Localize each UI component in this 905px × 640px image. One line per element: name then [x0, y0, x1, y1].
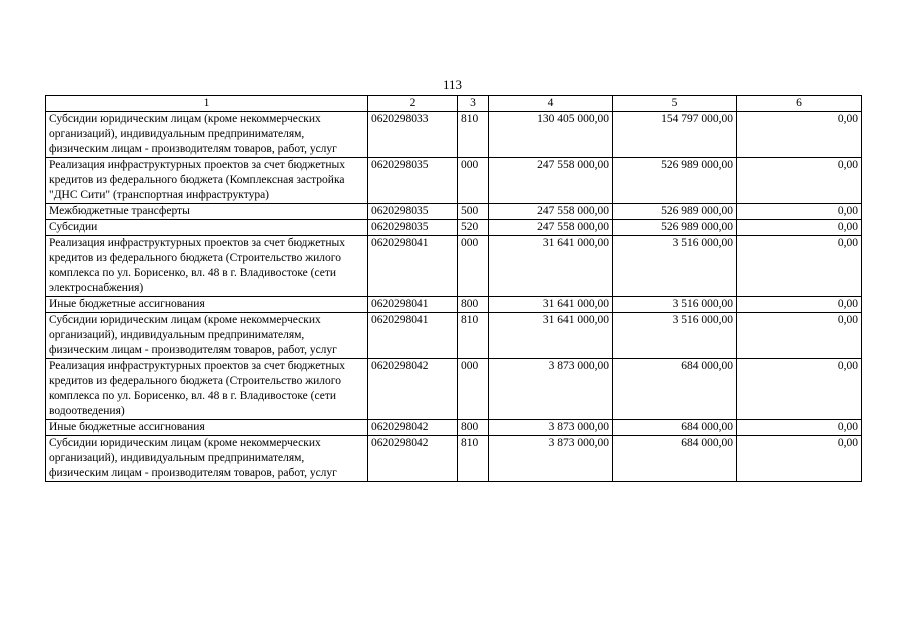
- row-code-cell: 0620298041: [368, 236, 458, 297]
- row-code-cell: 0620298042: [368, 436, 458, 482]
- row-type-cell: 500: [458, 204, 489, 220]
- row-code-cell: 0620298042: [368, 420, 458, 436]
- row-name-cell: Иные бюджетные ассигнования: [46, 297, 368, 313]
- row-value-col4: 3 873 000,00: [489, 436, 613, 482]
- row-type-cell: 000: [458, 359, 489, 420]
- row-name-cell: Межбюджетные трансферты: [46, 204, 368, 220]
- row-code-cell: 0620298035: [368, 158, 458, 204]
- row-type-cell: 800: [458, 420, 489, 436]
- row-value-col5: 154 797 000,00: [613, 112, 737, 158]
- table-row: [46, 236, 862, 297]
- row-value-col6: 0,00: [737, 158, 862, 204]
- row-name-cell: Иные бюджетные ассигнования: [46, 420, 368, 436]
- column-header: 6: [737, 96, 862, 112]
- table-header-row: [46, 96, 862, 112]
- row-value-col6: 0,00: [737, 359, 862, 420]
- row-value-col6: 0,00: [737, 112, 862, 158]
- table-row: [46, 204, 862, 220]
- table-row: [46, 112, 862, 158]
- row-type-cell: 810: [458, 112, 489, 158]
- row-value-col4: 3 873 000,00: [489, 359, 613, 420]
- row-type-cell: 000: [458, 236, 489, 297]
- column-header: 3: [458, 96, 489, 112]
- row-value-col6: 0,00: [737, 236, 862, 297]
- row-value-col5: 3 516 000,00: [613, 313, 737, 359]
- column-header: 5: [613, 96, 737, 112]
- row-value-col5: 3 516 000,00: [613, 236, 737, 297]
- row-code-cell: 0620298035: [368, 204, 458, 220]
- row-value-col4: 247 558 000,00: [489, 204, 613, 220]
- row-value-col6: 0,00: [737, 204, 862, 220]
- row-value-col5: 3 516 000,00: [613, 297, 737, 313]
- row-code-cell: 0620298042: [368, 359, 458, 420]
- page-number: 113: [442, 77, 463, 92]
- row-type-cell: 800: [458, 297, 489, 313]
- column-header: 1: [46, 96, 368, 112]
- table-body: [46, 112, 862, 482]
- row-name-cell: Субсидии: [46, 220, 368, 236]
- table-row: [46, 359, 862, 420]
- table-row: [46, 158, 862, 204]
- table-row: [46, 297, 862, 313]
- row-value-col6: 0,00: [737, 420, 862, 436]
- row-value-col5: 684 000,00: [613, 359, 737, 420]
- row-type-cell: 810: [458, 313, 489, 359]
- row-value-col6: 0,00: [737, 436, 862, 482]
- row-value-col4: 3 873 000,00: [489, 420, 613, 436]
- table-row: [46, 220, 862, 236]
- row-value-col4: 31 641 000,00: [489, 297, 613, 313]
- row-code-cell: 0620298041: [368, 313, 458, 359]
- row-value-col5: 684 000,00: [613, 420, 737, 436]
- row-type-cell: 520: [458, 220, 489, 236]
- row-type-cell: 810: [458, 436, 489, 482]
- row-type-cell: 000: [458, 158, 489, 204]
- row-value-col6: 0,00: [737, 220, 862, 236]
- row-value-col6: 0,00: [737, 313, 862, 359]
- row-value-col6: 0,00: [737, 297, 862, 313]
- row-name-cell: Субсидии юридическим лицам (кроме некоммерческих организаций), индивидуальным предпринимателям, физическим лицам - производителям товаров, работ, услуг: [46, 313, 368, 359]
- table-row: [46, 420, 862, 436]
- row-code-cell: 0620298035: [368, 220, 458, 236]
- row-value-col4: 247 558 000,00: [489, 158, 613, 204]
- row-code-cell: 0620298041: [368, 297, 458, 313]
- row-code-cell: 0620298033: [368, 112, 458, 158]
- row-value-col4: 31 641 000,00: [489, 236, 613, 297]
- row-value-col4: 247 558 000,00: [489, 220, 613, 236]
- row-value-col5: 526 989 000,00: [613, 158, 737, 204]
- budget-table: [45, 95, 862, 482]
- row-value-col5: 526 989 000,00: [613, 204, 737, 220]
- row-name-cell: Реализация инфраструктурных проектов за счет бюджетных кредитов из федерального бюджета (Строительство жилого комплекса по ул. Борисенко, вл. 48 в г. Владивостоке (сети водоотведения): [46, 359, 368, 420]
- row-value-col5: 684 000,00: [613, 436, 737, 482]
- row-name-cell: Субсидии юридическим лицам (кроме некоммерческих организаций), индивидуальным предпринимателям, физическим лицам - производителям товаров, работ, услуг: [46, 436, 368, 482]
- row-name-cell: Реализация инфраструктурных проектов за счет бюджетных кредитов из федерального бюджета (Комплексная застройка "ДНС Сити" (транспортная инфраструктура): [46, 158, 368, 204]
- row-name-cell: Субсидии юридическим лицам (кроме некоммерческих организаций), индивидуальным предпринимателям, физическим лицам - производителям товаров, работ, услуг: [46, 112, 368, 158]
- row-value-col4: 130 405 000,00: [489, 112, 613, 158]
- column-header: 4: [489, 96, 613, 112]
- row-name-cell: Реализация инфраструктурных проектов за счет бюджетных кредитов из федерального бюджета (Строительство жилого комплекса по ул. Борисенко, вл. 48 в г. Владивостоке (сети электроснабжения): [46, 236, 368, 297]
- row-value-col5: 526 989 000,00: [613, 220, 737, 236]
- table-row: [46, 436, 862, 482]
- row-value-col4: 31 641 000,00: [489, 313, 613, 359]
- table-row: [46, 313, 862, 359]
- column-header: 2: [368, 96, 458, 112]
